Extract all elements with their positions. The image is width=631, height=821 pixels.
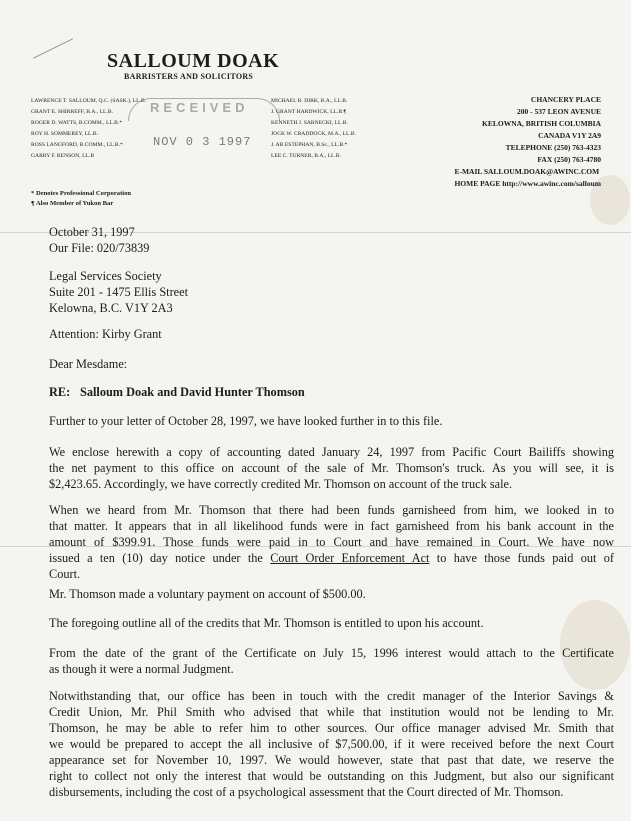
text-segment: to have those funds paid out of bbox=[429, 551, 614, 565]
lawyer-name: J. AB ESTEPHAN, B.Sc., LL.B.* bbox=[271, 142, 348, 148]
email: E-MAIL SALLOUM.DOAK@AWINC.COM bbox=[454, 167, 600, 176]
paragraph-6 bbox=[49, 645, 614, 677]
telephone: TELEPHONE (250) 763-4323 bbox=[505, 143, 601, 152]
lawyer-name: GARRY F. BENSON, LL.B bbox=[31, 153, 95, 159]
recipient-line: Kelowna, B.C. V1Y 2A3 bbox=[49, 301, 173, 315]
lawyer-name: MICHAEL R. DIRK, B.A., LL.B. bbox=[271, 98, 348, 104]
lawyer-list-right bbox=[271, 96, 356, 162]
letter-date: October 31, 1997 bbox=[49, 225, 135, 239]
paragraph-line: Notwithstanding that, our office has been in touch with the credit manager of the Interior Savings & bbox=[49, 689, 614, 703]
paragraph-line: From the date of the grant of the Certificate on July 15, 1996 interest would attach to the Certificate bbox=[49, 646, 614, 660]
received-date-stamp: NOV 0 3 1997 bbox=[153, 135, 252, 149]
lawyer-name: ROY H. SOMMEREY, LL.B. bbox=[31, 131, 98, 137]
firm-name: SALLOUM DOAK bbox=[107, 50, 280, 72]
paragraph-line: as though it were a normal Judgment. bbox=[49, 662, 234, 676]
paragraph-3 bbox=[49, 502, 614, 582]
lawyer-list-left bbox=[31, 96, 146, 162]
act-reference: Court Order Enforcement Act bbox=[270, 551, 430, 565]
paragraph-line bbox=[49, 550, 614, 566]
fax: FAX (250) 763-4780 bbox=[537, 155, 601, 164]
paragraph-5 bbox=[49, 615, 614, 631]
paragraph-line: Court. bbox=[49, 567, 81, 581]
note-line: ¶ Also Member of Yukon Bar bbox=[31, 200, 114, 207]
paragraph-line: The foregoing outline all of the credits that Mr. Thomson is entitled to upon his account. bbox=[49, 616, 484, 630]
re-label: RE: bbox=[49, 385, 71, 399]
address-line: CANADA V1Y 2A9 bbox=[538, 131, 601, 140]
paragraph-line: the net payment to this office on account of the sale of Mr. Thomson's truck. As you will see, it is bbox=[49, 461, 614, 475]
letterhead-notes bbox=[31, 189, 131, 209]
lawyer-name: LAWRENCE T. SALLOUM, Q.C. (SASK.), LL.B. bbox=[31, 98, 147, 104]
salutation-block bbox=[49, 356, 614, 372]
paragraph-line: Mr. Thomson made a voluntary payment on account of $500.00. bbox=[49, 587, 366, 601]
address-line: CHANCERY PLACE bbox=[530, 95, 601, 104]
paragraph-line: Thomson, he may be able to refer him to other sources. Our office manager advised Mr. Smith that bbox=[49, 721, 614, 735]
paragraph-line: that matter. It appears that in all likelihood funds were in fact garnisheed from his bank account in the bbox=[49, 519, 614, 533]
recipient-line: Suite 201 - 1475 Ellis Street bbox=[49, 285, 189, 299]
pen-mark bbox=[33, 38, 73, 58]
lawyer-name: ROGER D. WATTS, B.COMM., LL.B.* bbox=[31, 120, 123, 126]
attention-line bbox=[49, 326, 614, 342]
paragraph-line: right to collect not only the interest that would be outstanding on this Judgment, but also our significant bbox=[49, 769, 614, 783]
recipient-line: Legal Services Society bbox=[49, 269, 162, 283]
paragraph-4 bbox=[49, 586, 614, 602]
re-text: Salloum Doak and David Hunter Thomson bbox=[80, 385, 305, 399]
lawyer-name: KENNETH J. SARNECKI, LL.B. bbox=[271, 120, 348, 126]
paragraph-line: When we heard from Mr. Thomson that there had been funds garnisheed from him, we looked in to bbox=[49, 503, 614, 517]
address-line: 200 - 537 LEON AVENUE bbox=[516, 107, 601, 116]
our-file: Our File: 020/73839 bbox=[49, 241, 150, 255]
paragraph-line: amount of $399.91. Those funds were paid in to Court and have remained in Court. We have now bbox=[49, 535, 614, 549]
paragraph-line: Further to your letter of October 28, 1997, we have looked further in to this file. bbox=[49, 414, 443, 428]
lawyer-name: ROSS LANGFORD, B.COMM., LL.B.* bbox=[31, 142, 123, 148]
text-segment: issued a ten (10) day notice under the bbox=[49, 551, 271, 565]
letter-date-block bbox=[49, 224, 614, 256]
paragraph-line: We enclose herewith a copy of accounting dated January 24, 1997 from Pacific Court Bailiffs showing bbox=[49, 445, 614, 459]
paragraph-line: Credit Union, Mr. Phil Smith who advised that while that institution would not be lending to Mr. bbox=[49, 705, 614, 719]
paragraph-1 bbox=[49, 413, 614, 429]
paragraph-line: $2,423.65. Accordingly, we have correctly credited Mr. Thomson on account of the truck sale. bbox=[49, 477, 513, 491]
salutation: Dear Mesdame: bbox=[49, 357, 128, 371]
address-line: KELOWNA, BRITISH COLUMBIA bbox=[482, 119, 601, 128]
firm-address bbox=[454, 94, 601, 190]
subject-line bbox=[49, 384, 614, 400]
lawyer-name: J. GRANT HARDWICK, LL.B.¶ bbox=[271, 109, 346, 115]
paragraph-line: appearance set for November 10, 1997. We would however, state that past that date, we reserve the bbox=[49, 753, 614, 767]
note-line: * Denotes Professional Corporation bbox=[31, 190, 132, 197]
lawyer-name: JOCK W. CRADDOCK, M.A., LL.B. bbox=[271, 131, 357, 137]
firm-subtitle: BARRISTERS AND SOLICITORS bbox=[124, 72, 254, 81]
lawyer-name: LEE C. TURNER, B.A., LL.B. bbox=[271, 153, 341, 159]
paragraph-7 bbox=[49, 688, 614, 800]
received-stamp-label: RECEIVED bbox=[150, 100, 249, 115]
paragraph-line: we would be prepared to accept the all inclusive of $7,500.00, if it were received before the next Court bbox=[49, 737, 614, 751]
homepage: HOME PAGE http://www.awinc.com/salloum bbox=[454, 179, 601, 188]
attention: Attention: Kirby Grant bbox=[49, 327, 162, 341]
recipient-address bbox=[49, 268, 614, 316]
paragraph-2 bbox=[49, 444, 614, 492]
paragraph-line: disbursements, including the cost of a psychological assessment that the Court directed of Mr. Thomson. bbox=[49, 785, 564, 799]
lawyer-name: GRANT E. SHIRREFF, B.A., LL.B. bbox=[31, 109, 113, 115]
